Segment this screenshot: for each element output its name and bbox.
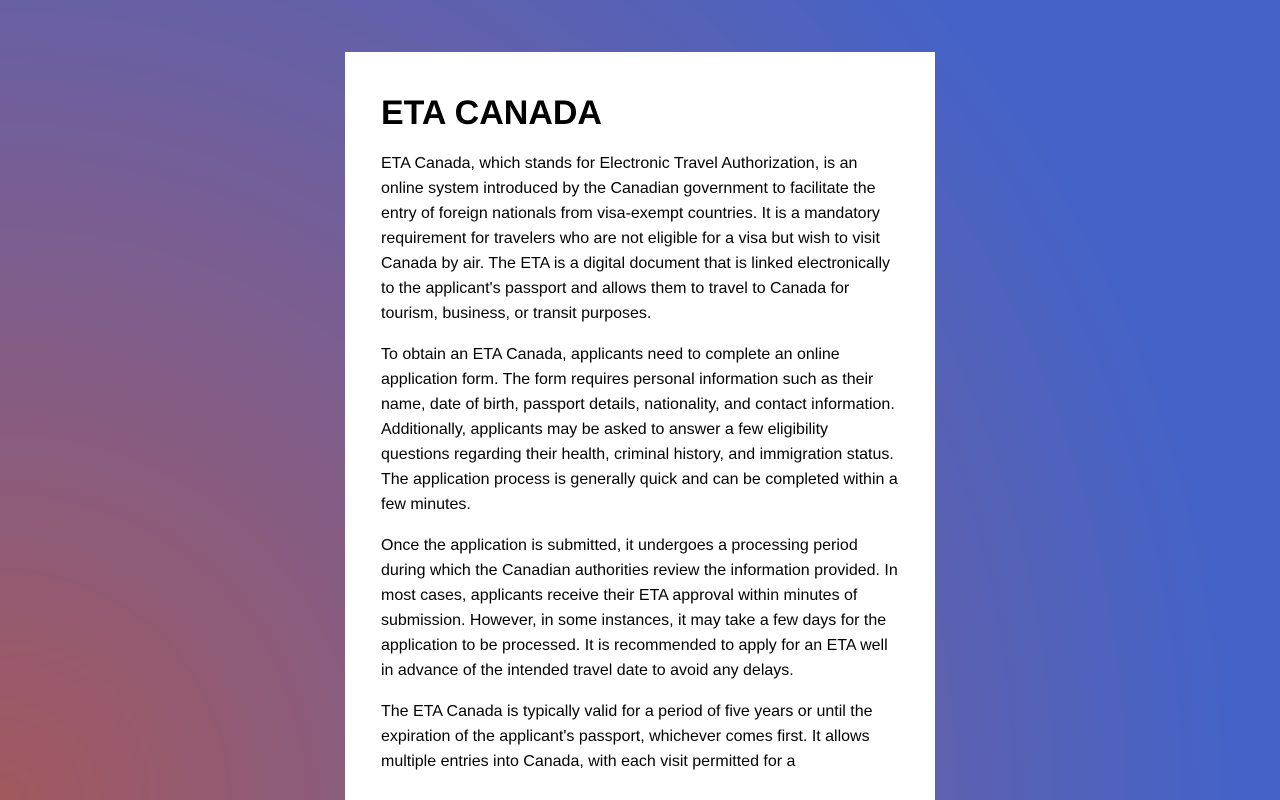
article-paragraph-intro: ETA Canada, which stands for Electronic Travel Authorization, is an online system introduced by the Canadian government to facilitate the entry of foreign nationals from visa-exempt countries. It is a mandatory requirement for travelers who are not eligible for a visa but wish to visit Canada by air. The ETA is a digital document that is linked electronically to the applicant's passport and allows them to travel to Canada for tourism, business, or transit purposes.: [381, 155, 891, 322]
content-card: [345, 52, 935, 800]
article-paragraph-validity: The ETA Canada is typically valid for a period of five years or until the expiration of the applicant's passport, whichever comes first. It allows multiple entries into Canada, with each visit permitted for a: [381, 703, 873, 770]
page-background: [0, 52, 1280, 800]
article-paragraph-processing: Once the application is submitted, it undergoes a processing period during which the Canadian authorities review the information provided. In most cases, applicants receive their ETA approval within minutes of submission. However, in some instances, it may take a few days for the application to be processed. It is recommended to apply for an ETA well in advance of the intended travel date to avoid any delays.: [381, 537, 898, 679]
article-title: ETA CANADA: [381, 94, 602, 132]
article-paragraph-application: To obtain an ETA Canada, applicants need to complete an online application form. The form requires personal information such as their name, date of birth, passport details, nationality, and contact information. Additionally, applicants may be asked to answer a few eligibility questions regarding their health, criminal history, and immigration status. The application process is generally quick and can be completed within a few minutes.: [381, 346, 898, 513]
